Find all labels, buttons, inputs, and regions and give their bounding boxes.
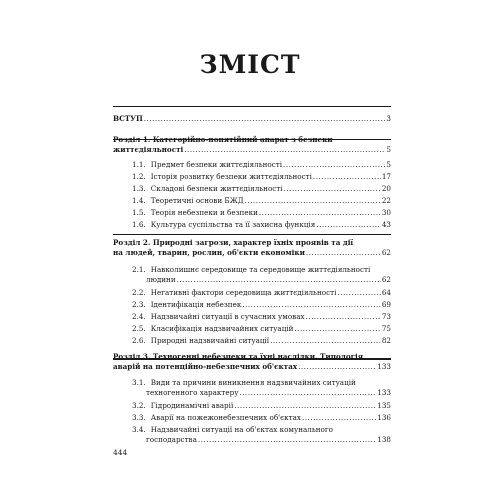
toc-item-label: Культура суспільства та її захисна функція xyxy=(150,220,316,229)
toc-item-number: 3.1. xyxy=(132,378,146,387)
toc-section-page: 62 xyxy=(381,248,391,257)
toc-section-title-cont: аварій на потенційно-небезпечних об'єктах xyxy=(113,362,298,371)
toc-item-2-1[interactable] xyxy=(132,265,391,285)
toc-rule-section-2 xyxy=(113,234,391,235)
toc-item-page: 73 xyxy=(381,312,391,321)
toc-section-1[interactable] xyxy=(113,135,391,155)
toc-item-label: Надзвичайні ситуації на об'єктах комунального xyxy=(150,425,333,434)
leader-dots xyxy=(234,401,376,411)
leader-dots xyxy=(242,300,381,310)
toc-item-number: 2.6. xyxy=(132,336,146,345)
toc-item-label-cont: господарства xyxy=(146,435,197,444)
leader-dots xyxy=(337,288,380,298)
toc-item-label: Теорія небезпеки и безпеки xyxy=(150,208,258,217)
leader-dots xyxy=(270,336,381,346)
leader-dots xyxy=(198,435,376,445)
page-title: ЗМІСТ xyxy=(199,50,301,79)
toc-item-3-1[interactable] xyxy=(132,378,391,398)
toc-section-page: 133 xyxy=(377,362,391,371)
leader-dots xyxy=(306,248,381,258)
toc-item-label: Види та причини виникнення надзвичайних ситуацій xyxy=(150,378,356,387)
toc-item-page: 135 xyxy=(377,401,391,410)
toc-item-page: 69 xyxy=(381,300,391,309)
toc-item-number: 2.3. xyxy=(132,300,146,309)
leader-dots xyxy=(316,220,381,230)
leader-dots xyxy=(283,160,385,170)
toc-item-label: Теоретичні основи БЖД xyxy=(150,196,244,205)
toc-item-label: Навколишнє середовище та середовище життєдіяльності xyxy=(150,265,371,274)
toc-item-number: 1.6. xyxy=(132,220,146,229)
toc-item-label-cont: техногенного характеру xyxy=(146,388,239,397)
toc-item-3-3[interactable] xyxy=(132,413,391,423)
toc-item-label: Надзвичайні ситуації в сучасних умовах xyxy=(150,312,305,321)
toc-item-page: 22 xyxy=(381,196,391,205)
toc-item-label: Складові безпеки життєдіяльності xyxy=(150,184,283,193)
toc-item-1-2[interactable] xyxy=(132,172,391,182)
toc-item-page: 30 xyxy=(381,208,391,217)
toc-section-title-cont: життєдіяльності xyxy=(113,145,184,154)
leader-dots xyxy=(313,172,381,182)
leader-dots xyxy=(298,362,376,372)
toc-item-page: 64 xyxy=(381,288,391,297)
leader-dots xyxy=(239,388,376,398)
toc-item-page: 133 xyxy=(377,388,391,397)
toc-section-title: Розділ 3. Техногенні небезпеки та їхні наслідки. Типологія xyxy=(113,352,364,361)
toc-item-number: 1.4. xyxy=(132,196,146,205)
toc-item-number: 2.1. xyxy=(132,265,146,274)
page-number: 444 xyxy=(113,448,128,457)
toc-item-number: 2.5. xyxy=(132,324,146,333)
toc-item-page: 136 xyxy=(377,413,391,422)
toc-section-2[interactable] xyxy=(113,238,391,258)
toc-item-2-2[interactable] xyxy=(132,288,391,298)
leader-dots xyxy=(294,324,380,334)
toc-intro-label: ВСТУП xyxy=(113,114,143,123)
leader-dots xyxy=(177,275,381,285)
toc-item-1-1[interactable] xyxy=(132,160,391,170)
toc-item-number: 1.2. xyxy=(132,172,146,181)
toc-item-label: Ідентифікація небезпек xyxy=(150,300,242,309)
toc-item-number: 3.2. xyxy=(132,401,146,410)
toc-item-label: Гідродинамічні аварії xyxy=(150,401,234,410)
leader-dots xyxy=(144,114,386,124)
toc-item-1-3[interactable] xyxy=(132,184,391,194)
toc-item-page: 62 xyxy=(381,275,391,284)
toc-item-2-5[interactable] xyxy=(132,324,391,334)
toc-section-title: Розділ 1. Категорійно-понятійний апарат з безпеки xyxy=(113,135,333,144)
toc-item-page: 17 xyxy=(381,172,391,181)
toc-item-number: 1.1. xyxy=(132,160,146,169)
toc-section-page: 5 xyxy=(386,145,391,154)
toc-item-page: 5 xyxy=(386,160,391,169)
toc-item-page: 82 xyxy=(381,336,391,345)
toc-item-number: 3.3. xyxy=(132,413,146,422)
toc-item-3-2[interactable] xyxy=(132,401,391,411)
leader-dots xyxy=(306,312,381,322)
leader-dots xyxy=(284,184,381,194)
toc-item-label: Класифікація надзвичайних ситуацій xyxy=(150,324,294,333)
toc-item-2-3[interactable] xyxy=(132,300,391,310)
leader-dots xyxy=(259,208,381,218)
toc-item-2-6[interactable] xyxy=(132,336,391,346)
toc-item-1-5[interactable] xyxy=(132,208,391,218)
toc-intro[interactable] xyxy=(113,114,391,124)
toc-item-2-4[interactable] xyxy=(132,312,391,322)
leader-dots xyxy=(302,413,376,423)
toc-item-label: Предмет безпеки життєдіяльності xyxy=(150,160,283,169)
toc-item-number: 2.4. xyxy=(132,312,146,321)
toc-item-1-4[interactable] xyxy=(132,196,391,206)
leader-dots xyxy=(245,196,381,206)
toc-item-number: 2.2. xyxy=(132,288,146,297)
toc-item-label: Аварії на пожежонебезпечних об'єктах xyxy=(150,413,301,422)
toc-item-number: 1.5. xyxy=(132,208,146,217)
toc-item-1-6[interactable] xyxy=(132,220,391,230)
toc-item-page: 75 xyxy=(381,324,391,333)
toc-item-page: 138 xyxy=(377,435,391,444)
toc-section-title-cont: на людей, тварин, рослин, об'єкти економіки xyxy=(113,248,305,257)
toc-item-number: 3.4. xyxy=(132,425,146,434)
toc-item-3-4[interactable] xyxy=(132,425,391,445)
toc-item-page: 43 xyxy=(381,220,391,229)
leader-dots xyxy=(184,145,385,155)
toc-section-title: Розділ 2. Природні загрози, характер їхніх проявів та дії xyxy=(113,238,354,247)
toc-item-page: 20 xyxy=(381,184,391,193)
toc-item-label-cont: людини xyxy=(146,275,176,284)
toc-item-label: Історія розвитку безпеки життєдіяльності xyxy=(150,172,312,181)
toc-item-number: 1.3. xyxy=(132,184,146,193)
toc-item-label: Негативні фактори середовища життєдіяльності xyxy=(150,288,337,297)
toc-intro-page: 3 xyxy=(386,114,391,123)
toc-item-label: Природні надзвичайні ситуації xyxy=(150,336,270,345)
toc-section-3[interactable] xyxy=(113,352,391,372)
